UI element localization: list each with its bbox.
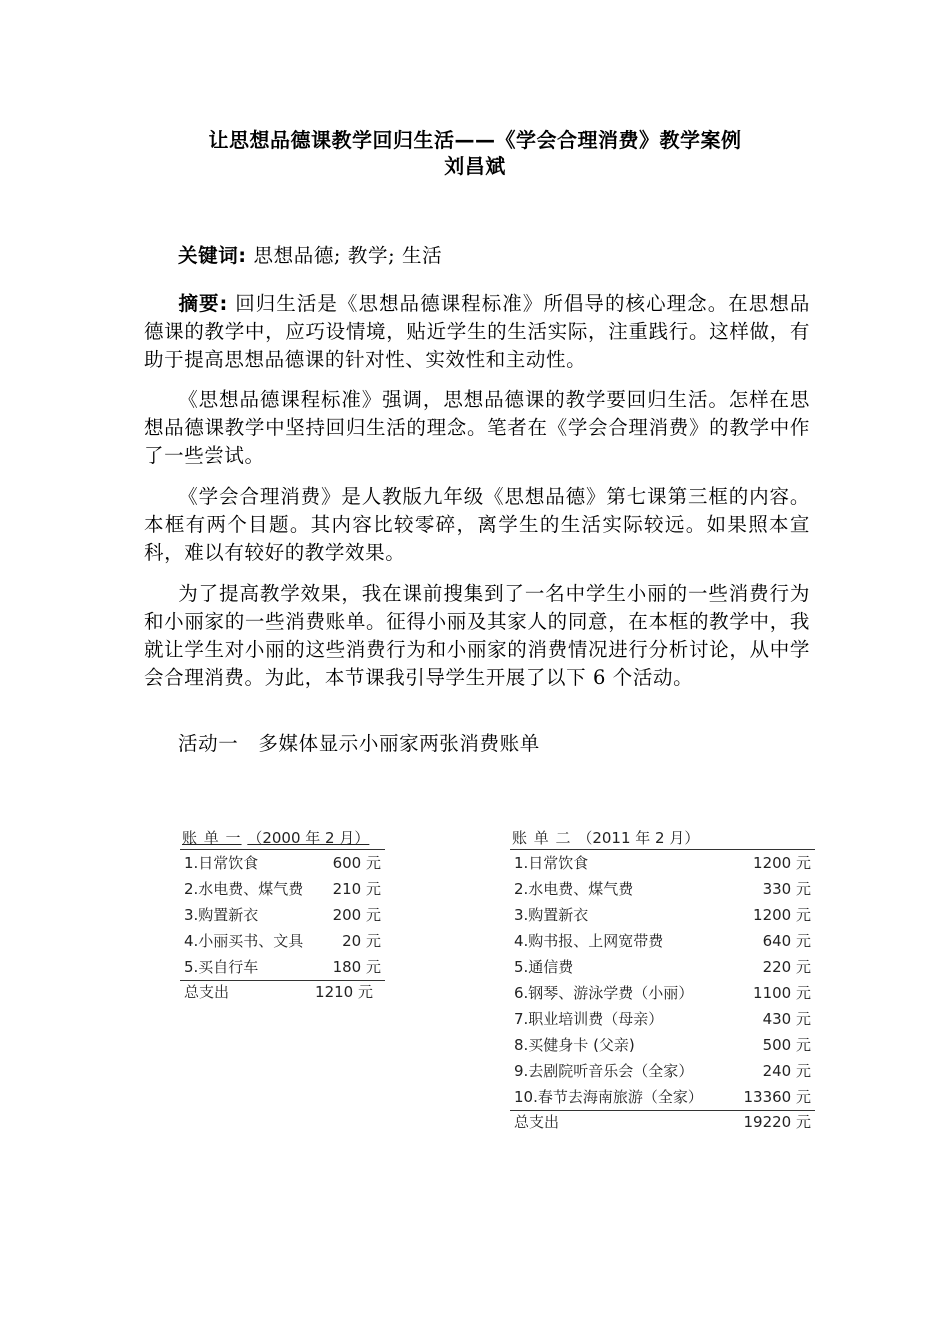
item-value: 1100 元 [753,984,811,1002]
bill-two-row [510,928,815,954]
total-label: 总支出 [184,983,230,1001]
document-author: 刘昌斌 [444,154,506,178]
item-label: 5.买自行车 [184,958,259,976]
item-label: 6.钢琴、游泳学费（小丽） [514,984,694,1002]
bill-one-row [180,876,385,902]
bill-two-row [510,850,815,876]
bill-one-row [180,954,385,980]
paragraph-2-text: 《思想品德课程标准》强调，思想品德课的教学要回归生活。怎样在思想品德课教学中坚持回归生活的理念。笔者在《学会合理消费》的教学中作了一些尝试。 [144,388,810,467]
total-label: 总支出 [514,1113,560,1131]
abstract-paragraph [144,290,810,374]
item-value: 240 元 [762,1062,811,1080]
body-paragraph-3 [144,483,810,567]
abstract-label: 摘要: [178,292,228,315]
item-value: 180 元 [332,958,381,976]
item-value: 330 元 [762,880,811,898]
bill-two-header [510,827,815,849]
body-paragraph-4 [144,580,810,692]
item-label: 8.买健身卡 (父亲) [514,1036,635,1054]
paragraph-3-text: 《学会合理消费》是人教版九年级《思想品德》第七课第三框的内容。本框有两个目题。其内容比较零碎，离学生的生活实际较远。如果照本宣科，难以有较好的教学效果。 [144,485,810,564]
bill-one-row [180,850,385,876]
item-value: 200 元 [332,906,381,924]
paragraph-4-text: 为了提高教学效果，我在课前搜集到了一名中学生小丽的一些消费行为和小丽家的一些消费账单。征得小丽及其家人的同意，在本框的教学中，我就让学生对小丽的这些消费行为和小丽家的消费情况进行分析讨论，从中学会合理消费。为此，本节课我引导学生开展了以下 6 个活动。 [144,582,810,689]
bill-one-row [180,902,385,928]
item-label: 7.职业培训费（母亲） [514,1010,664,1028]
item-label: 3.购置新衣 [514,906,589,924]
item-value: 1200 元 [753,906,811,924]
bill-two-row [510,1084,815,1110]
bill-one-header [180,827,385,849]
activity-1-text: 活动一 多媒体显示小丽家两张消费账单 [178,732,540,755]
abstract-text: 回归生活是《思想品德课程标准》所倡导的核心理念。在思想品德课的教学中，应巧设情境，贴近学生的生活实际，注重践行。这样做，有助于提高思想品德课的针对性、实效性和主动性。 [144,292,810,371]
bill-one-title: 账 单 一 [182,829,242,847]
item-label: 4.购书报、上网宽带费 [514,932,664,950]
bill-one [180,827,385,1003]
bill-two-date: （2011 年 2 月） [577,829,700,847]
bill-two [510,827,815,1133]
bill-two-row [510,1006,815,1032]
item-label: 5.通信费 [514,958,574,976]
bill-two-row [510,1032,815,1058]
item-value: 20 元 [342,932,381,950]
body-paragraph-2 [144,386,810,470]
item-label: 4.小丽买书、文具 [184,932,304,950]
bill-two-total [510,1111,815,1133]
bill-one-row [180,928,385,954]
keywords-label: 关键词: [178,244,247,267]
bill-two-row [510,954,815,980]
bill-two-row [510,1058,815,1084]
item-value: 600 元 [332,854,381,872]
item-value: 500 元 [762,1036,811,1054]
bill-one-total [180,981,385,1003]
document-title: 让思想品德课教学回归生活——《学会合理消费》教学案例 [208,128,742,152]
item-label: 2.水电费、煤气费 [514,880,634,898]
keywords-line [144,242,810,270]
total-value: 1210 元 [315,983,373,1001]
activity-heading [144,730,810,758]
keywords-text: 思想品德; 教学; 生活 [253,244,443,267]
item-value: 210 元 [332,880,381,898]
bill-two-title: 账 单 二 [512,829,572,847]
item-label: 2.水电费、煤气费 [184,880,304,898]
bill-two-row [510,980,815,1006]
item-value: 430 元 [762,1010,811,1028]
item-value: 1200 元 [753,854,811,872]
bill-two-row [510,876,815,902]
item-value: 220 元 [762,958,811,976]
bill-two-row [510,902,815,928]
item-label: 1.日常饮食 [514,854,589,872]
item-value: 640 元 [762,932,811,950]
item-label: 9.去剧院听音乐会（全家） [514,1062,694,1080]
item-label: 3.购置新衣 [184,906,259,924]
item-label: 10.春节去海南旅游（全家） [514,1088,703,1106]
bill-one-date: （2000 年 2 月） [247,829,370,847]
item-value: 13360 元 [743,1088,811,1106]
item-label: 1.日常饮食 [184,854,259,872]
total-value: 19220 元 [743,1113,811,1131]
